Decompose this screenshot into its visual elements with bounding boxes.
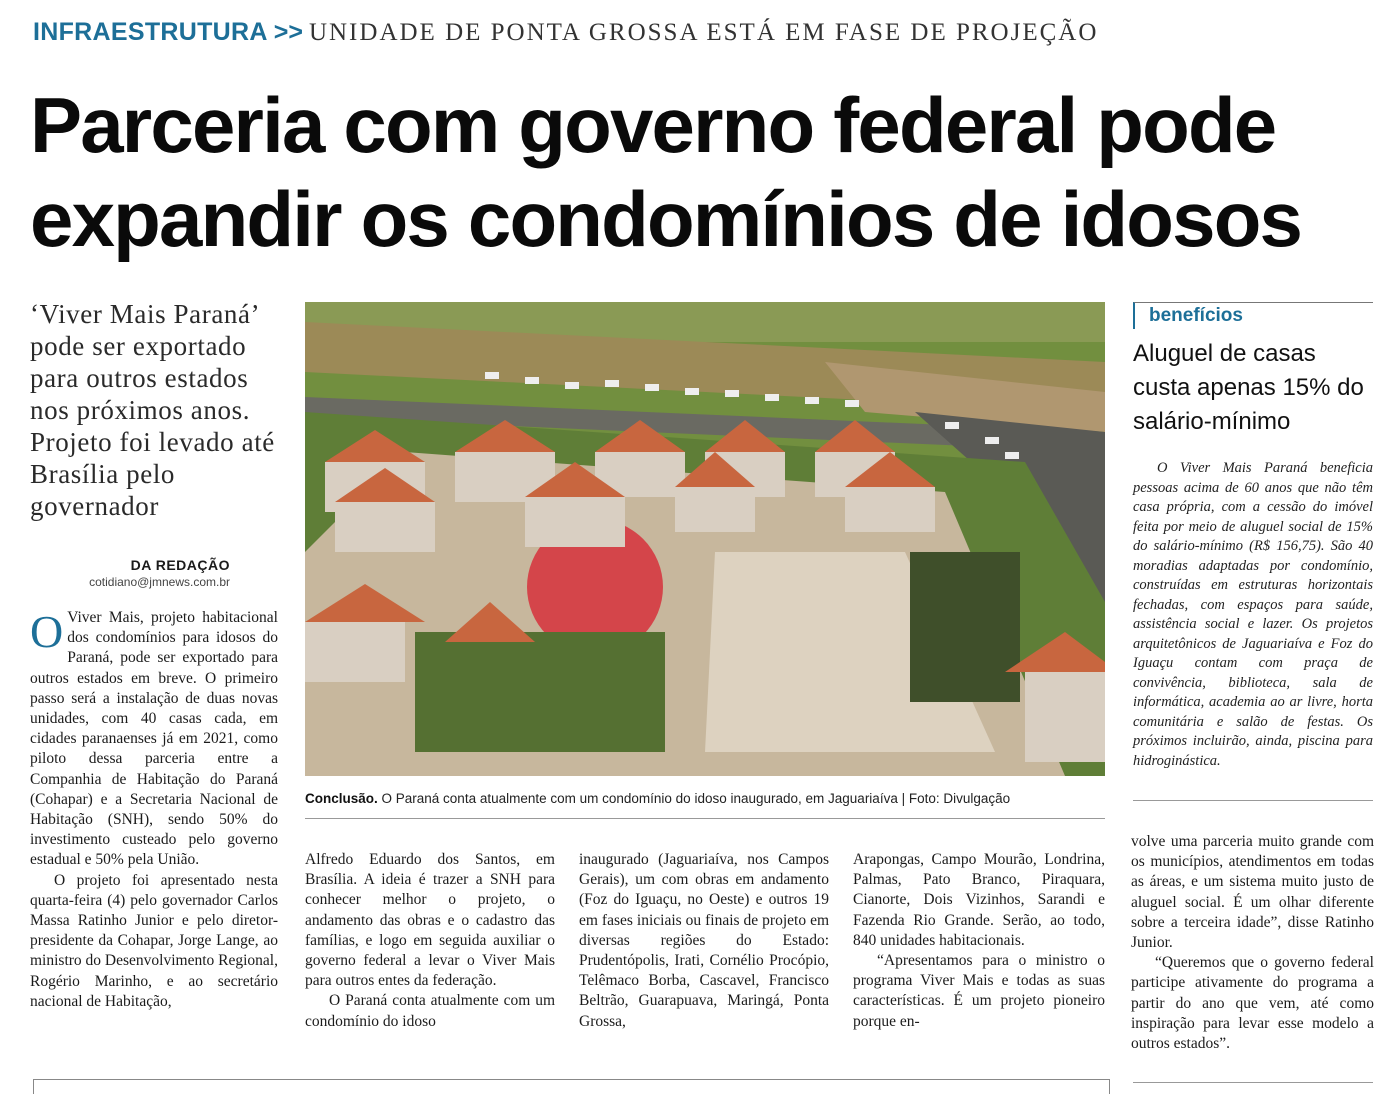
drop-cap: O	[30, 606, 64, 657]
article-column-2	[305, 850, 555, 1032]
headline-line-1: Parceria com governo federal pode	[30, 81, 1276, 169]
paragraph: volve uma parceria muito grande com os municípios, atendimentos em todas as áreas, e um sistema muito justo de aluguel social. É um olhar diferente sobre a terceira idade”, disse Ratinho Junior.	[1131, 833, 1374, 952]
paragraph: O projeto foi apresentado nesta quarta-feira (4) pelo governador Carlos Massa Ratinho Junior e pelo diretor-presidente da Cohapar, Jorge Lange, ao ministro do Desenvolvimento Regional, Rogério Marinho, e ao secretário nacional de Habitação,	[30, 871, 278, 1010]
sidebar-text	[1133, 459, 1373, 771]
paragraph: Viver Mais, projeto habitacional dos condomínios para idosos do Paraná, pode ser exportado para outros estados em breve. O primeiro passo será a instalação de duas novas unidades, com 40 casas cada, em cidades paranaenses já em 2021, como piloto dessa parceria entre a Companhia de Habitação do Paraná (Cohapar) e a Secretaria Nacional de Habitação (SNH), sendo 50% do investimento custeado pelo governo estadual e 50% pela União.	[30, 609, 278, 869]
sidebar-tag: benefícios	[1133, 302, 1373, 329]
bottom-rule	[1133, 1082, 1373, 1083]
caption-text: O Paraná conta atualmente com um condomínio do idoso inaugurado, em Jaguariaíva | Foto: Divulgação	[377, 791, 1011, 806]
byline-name: DA REDAÇÃO	[130, 557, 230, 573]
paragraph: Alfredo Eduardo dos Santos, em Brasília. A ideia é trazer a SNH para conhecer melhor o projeto, o andamento das obras e o cadastro das famílias, e logo em seguida auxiliar o governo federal a levar o Viver Mais para outros entes da federação.	[305, 851, 555, 990]
condominium-aerial-image	[305, 302, 1105, 776]
byline	[30, 557, 230, 589]
caption-label: Conclusão.	[305, 791, 378, 806]
sidebar-title: Aluguel de casas custa apenas 15% do salário-mínimo	[1133, 340, 1364, 435]
article-column-5	[1131, 832, 1374, 1054]
caption-divider	[305, 818, 1105, 819]
paragraph: Arapongas, Campo Mourão, Londrina, Palmas, Pato Branco, Piraquara, Cianorte, Dois Vizinhos, Sarandi e Fazenda Rio Grande. Serão, ao todo, 840 unidades habitacionais.	[853, 851, 1105, 949]
byline-email: cotidiano@jmnews.com.br	[89, 575, 230, 589]
article-column-4	[853, 850, 1105, 1032]
photo-caption	[305, 791, 1105, 806]
paragraph: inaugurado (Jaguariaíva, nos Campos Gerais), um com obras em andamento (Foz do Iguaçu, no Oeste) e outros 19 em fases iniciais ou finais de projeto em diversas regiões do Estado: Prudentópolis, Irati, Cornélio Procópio, Telêmaco Borba, Cascavel, Francisco Beltrão, Guarapuava, Maringá, Ponta Grossa,	[579, 851, 829, 1030]
aerial-photo	[305, 302, 1105, 776]
paragraph: “Queremos que o governo federal participe ativamente do programa a partir do ano que vem, até como inspiração para levar esse modelo a outros estados”.	[1131, 954, 1374, 1053]
sidebar-box	[1133, 302, 1373, 771]
article-column-3	[579, 850, 829, 1032]
sidebar-paragraph: O Viver Mais Paraná beneficia pessoas acima de 60 anos que não têm casa própria, com a cessão do imóvel feita por meio de aluguel social de 15% do salário-mínimo (R$ 156,75). São 40 moradias adaptadas por condomínio, construídas em estruturas horizontais fechadas, com espaços para saúde, assistência social e lazer. Os projetos arquitetônicos de Jaguariaíva e Foz do Iguaçu contam com praça de convivência, biblioteca, sala de informática, academia ao ar livre, horta comunitária e salão de festas. Os próximos incluirão, ainda, piscina para hidroginástica.	[1133, 460, 1373, 769]
paragraph: “Apresentamos para o ministro o programa Viver Mais e todas as suas características. É um projeto pioneiro porque en-	[853, 952, 1105, 1030]
section-label: INFRAESTRUTURA	[33, 18, 268, 46]
kicker-subtitle: UNIDADE DE PONTA GROSSA ESTÁ EM FASE DE PROJEÇÃO	[308, 19, 1099, 46]
headline	[30, 78, 1370, 266]
headline-line-2: expandir os condomínios de idosos	[30, 175, 1302, 263]
bottom-frame	[33, 1079, 1110, 1094]
kicker-arrows: >>	[273, 18, 303, 46]
paragraph: O Paraná conta atualmente com um condomínio do idoso	[305, 992, 555, 1030]
article-column-1	[30, 608, 278, 1012]
deck-subheadline: ‘Viver Mais Paraná’ pode ser exportado para outros estados nos próximos anos. Projeto foi levado até Brasília pelo governador	[30, 299, 275, 521]
section-kicker	[33, 18, 1098, 47]
sidebar-divider	[1133, 800, 1373, 801]
